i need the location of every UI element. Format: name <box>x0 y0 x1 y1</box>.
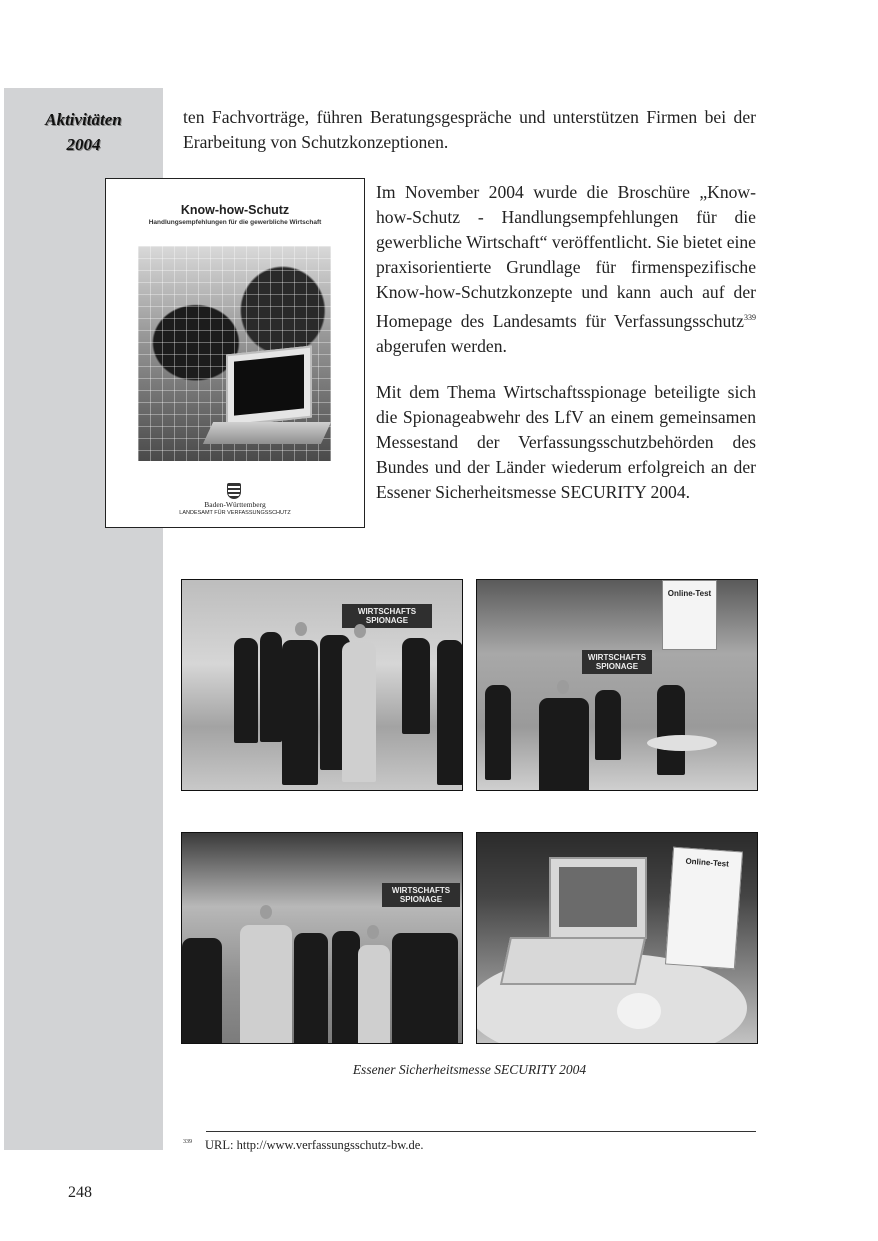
body-paragraph-3: Mit dem Thema Wirtschaftsspionage beteiligte sich die Spionageabwehr des LfV an einem gemeinsamen Messestand der Verfassungsschutzbehörden des Bundes und der Länder wiederum erfolgreich an der Essener Sicherheitsmesse SECURITY 2004. <box>376 382 756 502</box>
laptop-on-stand <box>549 857 647 939</box>
body-paragraph-2-text: Im November 2004 wurde die Broschüre „Know-how-Schutz - Handlungsempfehlungen für die gewerbliche Wirtschaft“ veröffentlicht. Sie bietet eine praxisorientierte Grundlage für firmenspezifische Know-how-Schutzkonzepte und kann auch auf der Homepage des Landesamts für Verfassungsschutz <box>376 182 756 331</box>
event-photo-3 <box>181 832 463 1044</box>
laptop-illustration <box>226 345 312 426</box>
body-paragraph-2 <box>376 180 756 359</box>
mouse-icon <box>617 993 661 1029</box>
body-paragraph-1: ten Fachvorträge, führen Beratungsgespräche und unterstützen Firmen bei der Erarbeitung von Schutzkonzeptionen. <box>183 107 756 152</box>
brochure-title: Know-how-Schutz <box>180 203 290 217</box>
section-heading <box>4 107 163 157</box>
section-heading-title: Aktivitäten <box>45 110 122 129</box>
section-heading-year: 2004 <box>66 135 101 154</box>
footnote-text: URL: http://www.verfassungsschutz-bw.de. <box>205 1138 424 1152</box>
event-photo-2 <box>476 579 758 791</box>
footnote-number: 339 <box>183 1139 192 1145</box>
booth-banner: WIRTSCHAFTS SPIONAGE <box>342 604 432 628</box>
footnote <box>183 1138 423 1153</box>
event-photo-1 <box>181 579 463 791</box>
footnote-divider <box>206 1131 756 1132</box>
laptop-keyboard <box>500 937 646 985</box>
brochure-state: Baden-Württemberg <box>204 500 266 509</box>
online-test-sign: Online-Test <box>665 847 743 970</box>
laptop-keyboard <box>203 422 331 444</box>
body-paragraph-2-tail: abgerufen werden. <box>376 336 507 356</box>
page-number: 248 <box>68 1184 92 1201</box>
photo-caption: Essener Sicherheitsmesse SECURITY 2004 <box>352 1062 587 1077</box>
booth-banner: WIRTSCHAFTS SPIONAGE <box>382 883 460 907</box>
brochure-subtitle: Handlungsempfehlungen für die gewerbliche Wirtschaft <box>148 219 322 226</box>
booth-banner: WIRTSCHAFTS SPIONAGE <box>582 650 652 674</box>
footnote-reference: 339 <box>744 313 756 322</box>
brochure-agency: LANDESAMT FÜR VERFASSUNGSSCHUTZ <box>179 510 291 516</box>
brochure-cover-image <box>105 178 365 528</box>
coat-of-arms-icon <box>227 483 241 499</box>
brochure-photo <box>138 246 331 461</box>
event-photo-4 <box>476 832 758 1044</box>
online-test-sign: Online-Test <box>662 580 717 650</box>
